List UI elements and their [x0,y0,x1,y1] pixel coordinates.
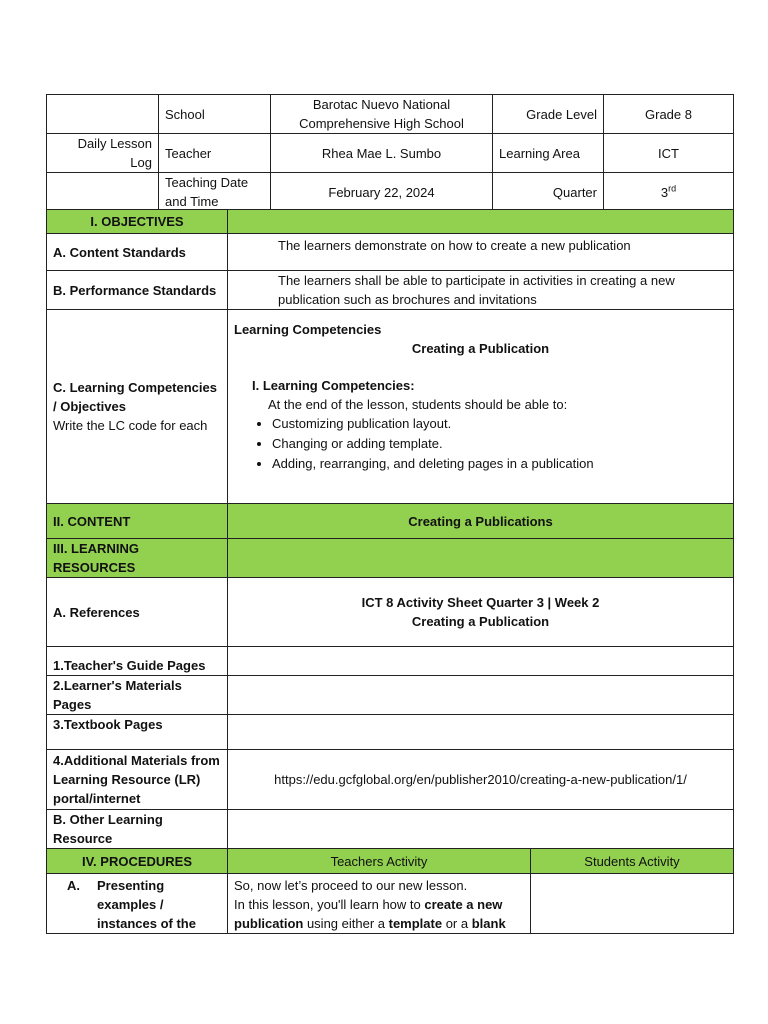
grade-level-label: Grade Level [493,95,604,134]
procedure-a-student-cell [531,874,734,934]
textbook-pages-label: 3.Textbook Pages [47,715,228,750]
teachers-activity-header: Teachers Activity [228,849,531,874]
list-item: • Customizing publication layout. [272,414,727,434]
school-label: School [159,95,271,134]
content-standards-label: A. Content Standards [47,234,228,271]
procedure-a-line-2 [234,895,524,914]
procedure-a-text: using either a [303,916,389,931]
procedure-a-label-cell [47,874,228,934]
learning-competencies-label: C. Learning Competencies / Objectives [53,380,217,414]
students-activity-header: Students Activity [531,849,734,874]
content-value: Creating a Publications [228,504,734,539]
other-resources-label: B. Other Learning Resource [47,810,228,849]
daily-lesson-log-label: Daily Lesson Log [47,134,159,173]
objectives-heading: I. OBJECTIVES [47,210,228,234]
school-value: Barotac Nuevo National Comprehensive High School [271,95,493,134]
header-blank-cell [47,95,159,134]
references-label: A. References [47,578,228,647]
learning-competencies-cell [228,310,734,504]
objectives-heading-fill [228,210,734,234]
textbook-pages-value [228,715,734,750]
learning-area-value: ICT [604,134,734,173]
procedure-a-line-1: So, now let’s proceed to our new lesson. [234,878,468,893]
procedure-a-bold: template [388,916,443,931]
lc-center-title: Creating a Publication [411,341,550,356]
learning-competencies-label-cell [47,310,228,504]
teacher-label: Teacher [159,134,271,173]
teachers-guide-value [228,647,734,676]
teaching-date-label: Teaching Date and Time [159,173,271,212]
performance-standards-text: The learners shall be able to participate in activities in creating a new publication such as brochures and invitations [228,271,734,310]
teachers-guide-label: 1.Teacher's Guide Pages [47,647,228,676]
grade-level-value: Grade 8 [604,95,734,134]
procedure-a-text: In this lesson, you'll learn how to [234,897,425,912]
quarter-value [604,173,734,212]
teaching-date-value: February 22, 2024 [271,173,493,212]
additional-materials-label: 4.Additional Materials from Learning Resource (LR) portal/internet [47,750,228,810]
quarter-label: Quarter [493,173,604,212]
list-item: • Changing or adding template. [272,434,727,454]
list-item: • Adding, rearranging, and deleting pages in a publication [272,454,727,474]
procedure-a-bold: blank [471,916,506,931]
procedure-a-label: Presenting examples / instances of the [97,878,196,931]
quarter-number: 3 [660,184,669,200]
header-table [46,94,734,212]
other-resources-value [228,810,734,849]
quarter-suffix: rd [668,183,677,194]
lc-list [234,414,727,474]
procedure-a-bold: create a new [424,897,503,912]
lc-intro: At the end of the lesson, students should be able to: [268,397,568,412]
learning-area-label: Learning Area [493,134,604,173]
learners-materials-value [228,676,734,715]
learners-materials-label: 2.Learner's Materials Pages [47,676,228,715]
teacher-value: Rhea Mae L. Sumbo [271,134,493,173]
procedure-a-marker: A. [67,878,80,893]
header-blank-cell [47,173,159,212]
procedure-a-label-wrap [53,876,221,933]
learning-competencies-sub: Write the LC code for each [53,418,208,433]
references-line-2: Creating a Publication [411,614,550,629]
learning-resources-heading: III. LEARNING RESOURCES [47,539,228,578]
procedures-heading: IV. PROCEDURES [47,849,228,874]
references-line-1: ICT 8 Activity Sheet Quarter 3 | Week 2 [361,595,600,610]
procedure-a-text: or a [442,916,472,931]
lc-title: Learning Competencies [234,322,382,337]
content-standards-text: The learners demonstrate on how to create a new publication [228,234,734,271]
lesson-table [46,209,734,934]
procedure-a-teacher-cell [228,874,531,934]
lc-list-heading: I. Learning Competencies: [252,378,415,393]
content-heading: II. CONTENT [47,504,228,539]
references-cell [228,578,734,647]
performance-standards-label: B. Performance Standards [47,271,228,310]
procedure-a-line-3 [234,914,524,933]
additional-materials-link[interactable]: https://edu.gcfglobal.org/en/publisher2010/creating-a-new-publication/1/ [228,750,734,810]
learning-resources-heading-fill [228,539,734,578]
procedure-a-bold: publication [234,916,304,931]
